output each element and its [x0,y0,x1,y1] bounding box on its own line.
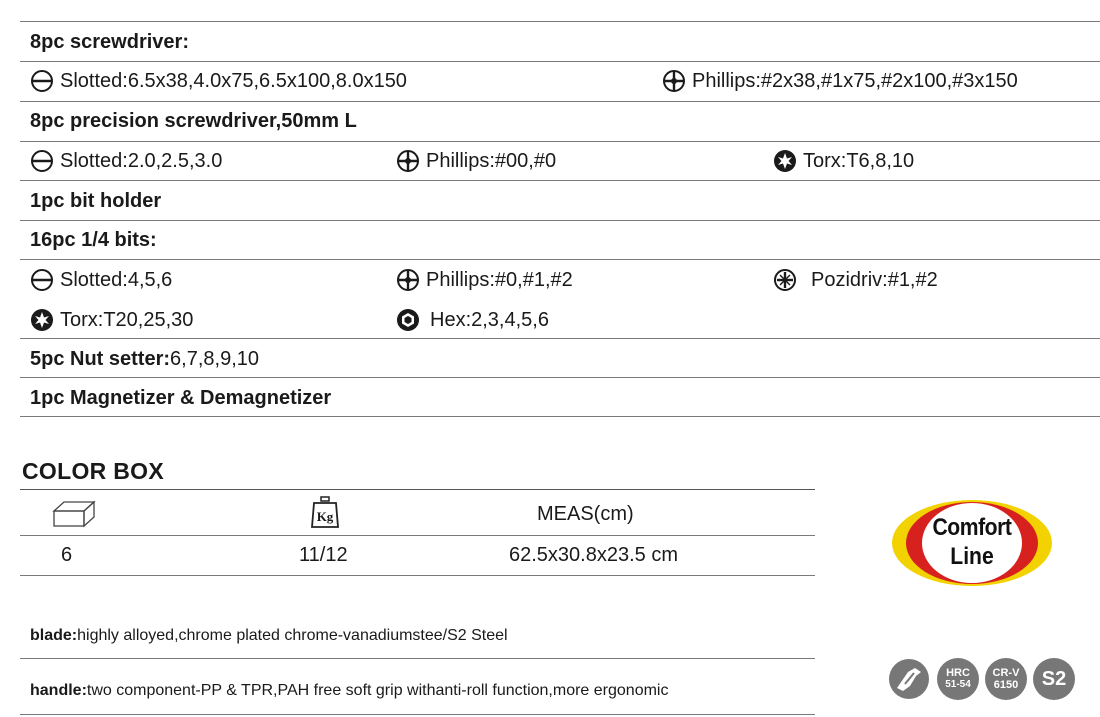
phillips-spec [396,149,556,173]
hrc-line1: HRC [946,667,970,679]
phillips-sizes: Phillips:#2x38,#1x75,#2x100,#3x150 [692,69,1018,92]
slotted-sizes: Slotted:4,5,6 [60,268,173,291]
torx-sizes: Torx:T20,25,30 [60,308,194,331]
slotted-spec [30,149,222,173]
rule [20,377,1100,378]
slotted-icon [30,149,54,173]
rule [20,658,815,659]
s2-badge [1033,658,1075,700]
rule [20,535,815,536]
slotted-sizes: Slotted:6.5x38,4.0x75,6.5x100,8.0x150 [60,69,407,92]
bits-heading: 16pc 1/4 bits: [30,229,157,251]
rule [20,714,815,715]
rule [20,489,815,490]
rule [20,338,1100,339]
s2-label: S2 [1041,668,1067,690]
nut-setter-sizes: 6,7,8,9,10 [170,348,259,370]
rule [20,259,1100,260]
hrc-badge [937,658,979,700]
weight-kg-icon [311,495,339,528]
slotted-spec [30,69,407,93]
rule [20,21,1100,22]
box-quantity: 6 [61,544,73,566]
kg-label: Kg [316,509,334,524]
logo-line1: Comfort [932,514,1012,541]
torx-spec [773,149,914,173]
pozidriv-icon [773,268,797,292]
meas-header: MEAS(cm) [537,503,634,525]
hand-tool-badge-icon [888,658,930,700]
handle-spec [30,682,668,700]
phillips-icon [396,268,420,292]
crv-line1: CR-V [992,667,1020,679]
torx-icon [30,308,54,332]
crv-line2: 6150 [993,679,1019,691]
rule [20,180,1100,181]
bit-holder: 1pc bit holder [30,190,162,212]
slotted-sizes: Slotted:2.0,2.5,3.0 [60,149,223,172]
pozidriv-spec [773,268,938,292]
precision-heading: 8pc precision screwdriver,50mm L [30,110,357,132]
rule [20,141,1100,142]
phillips-spec [662,69,1018,93]
torx-sizes: Torx:T6,8,10 [803,149,915,172]
handle-text: two component-PP & TPR,PAH free soft grip withanti-roll function,more ergonomic [86,682,669,699]
pozidriv-sizes: Pozidriv:#1,#2 [811,268,938,291]
slotted-icon [30,268,54,292]
slotted-icon [30,69,54,93]
blade-spec [30,627,508,645]
box-weight: 11/12 [299,544,348,566]
rule [20,416,1100,417]
handle-label: handle: [30,682,87,699]
hex-sizes: Hex:2,3,4,5,6 [430,308,549,331]
hrc-line2: 51-54 [945,679,971,690]
color-box-title: COLOR BOX [22,458,164,484]
phillips-icon [662,69,686,93]
screwdriver-heading: 8pc screwdriver: [30,31,189,53]
torx-icon [773,149,797,173]
phillips-spec [396,268,573,292]
nut-setter-label: 5pc Nut setter: [30,348,171,370]
magnetizer: 1pc Magnetizer & Demagnetizer [30,387,332,409]
nut-setter [30,348,259,371]
hex-spec [396,308,549,332]
blade-text: highly alloyed,chrome plated chrome-vanadiumstee/S2 Steel [77,627,508,644]
box-meas: 62.5x30.8x23.5 cm [509,544,678,566]
box-icon [52,499,96,529]
rule [20,575,815,576]
slotted-spec [30,268,172,292]
torx-spec [30,308,193,332]
rule [20,61,1100,62]
comfort-line-logo [890,498,1054,588]
crv-badge [985,658,1027,700]
rule [20,220,1100,221]
blade-label: blade: [30,627,78,644]
phillips-sizes: Phillips:#00,#0 [426,149,557,172]
rule [20,101,1100,102]
logo-line2: Line [950,543,994,570]
phillips-icon [396,149,420,173]
hex-icon [396,308,420,332]
phillips-sizes: Phillips:#0,#1,#2 [426,268,573,291]
